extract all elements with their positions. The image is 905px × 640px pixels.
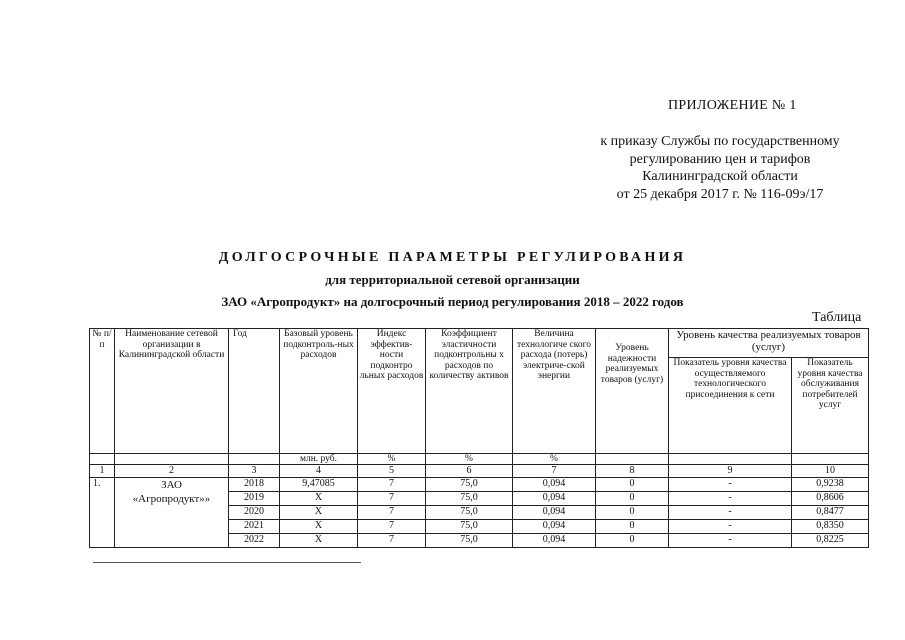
cell-reliability: 0 <box>596 478 669 492</box>
cell-quality-service: 0,8477 <box>792 506 869 520</box>
header-num: № п/п <box>90 329 115 454</box>
cell-index: 7 <box>358 506 426 520</box>
cell-loss: 0,094 <box>513 520 596 534</box>
header-base: Базовый уровень подконтроль-ных расходов <box>280 329 358 454</box>
cell-quality-connection: - <box>669 492 792 506</box>
document-subtitle-period: ЗАО «Агропродукт» на долгосрочный период регулирования 2018 – 2022 годов <box>221 294 684 309</box>
order-line: регулированию цен и тарифов <box>629 151 811 167</box>
cell-quality-connection: - <box>669 478 792 492</box>
header-name: Наименование сетевой организации в Калининградской области <box>115 329 229 454</box>
header-index: Индекс эффектив-ности подконтро льных расходов <box>358 329 426 454</box>
cell-coef: 75,0 <box>426 534 513 548</box>
cell-quality-connection: - <box>669 520 792 534</box>
header-reliability: Уровень надежности реализуемых товаров (услуг) <box>596 329 669 454</box>
unit-index: % <box>358 454 426 465</box>
cell-index: 7 <box>358 534 426 548</box>
footnote-divider <box>93 562 361 563</box>
header-quality: Уровень качества реализуемых товаров (услуг) <box>669 329 869 358</box>
cell-base: Х <box>280 506 358 520</box>
header-quality-service: Показатель уровня качества обслуживания потребителей услуг <box>792 358 869 454</box>
cell-base: Х <box>280 492 358 506</box>
header-loss: Величина технологиче ского расхода (потерь) электриче-ской энергии <box>513 329 596 454</box>
unit-base: млн. руб. <box>280 454 358 465</box>
col-number: 8 <box>596 465 669 478</box>
order-reference <box>560 133 880 203</box>
org-name: ЗАО «Агропродукт»» <box>115 478 229 548</box>
col-number: 10 <box>792 465 869 478</box>
cell-quality-service: 0,8350 <box>792 520 869 534</box>
cell-coef: 75,0 <box>426 478 513 492</box>
cell-quality-service: 0,8606 <box>792 492 869 506</box>
cell-index: 7 <box>358 492 426 506</box>
row-number: 1. <box>90 478 115 548</box>
cell-coef: 75,0 <box>426 520 513 534</box>
cell-quality-connection: - <box>669 506 792 520</box>
col-number: 1 <box>90 465 115 478</box>
col-number: 5 <box>358 465 426 478</box>
table-row <box>90 478 869 492</box>
order-line: к приказу Службы по государственному <box>600 134 840 149</box>
cell-coef: 75,0 <box>426 492 513 506</box>
cell-reliability: 0 <box>596 492 669 506</box>
col-number: 3 <box>229 465 280 478</box>
cell-coef: 75,0 <box>426 506 513 520</box>
document-title: ДОЛГОСРОЧНЫЕ ПАРАМЕТРЫ РЕГУЛИРОВАНИЯ <box>218 250 687 265</box>
cell-reliability: 0 <box>596 534 669 548</box>
cell-year: 2021 <box>229 520 280 534</box>
col-number: 2 <box>115 465 229 478</box>
unit-coef: % <box>426 454 513 465</box>
cell-year: 2019 <box>229 492 280 506</box>
col-number: 6 <box>426 465 513 478</box>
cell-loss: 0,094 <box>513 506 596 520</box>
cell-loss: 0,094 <box>513 478 596 492</box>
document-subtitle: для территориальной сетевой организации <box>325 272 580 287</box>
order-line: Калининградской области <box>642 169 798 184</box>
col-number: 9 <box>669 465 792 478</box>
cell-quality-service: 0,9238 <box>792 478 869 492</box>
cell-quality-service: 0,8225 <box>792 534 869 548</box>
cell-reliability: 0 <box>596 520 669 534</box>
unit-loss: % <box>513 454 596 465</box>
cell-index: 7 <box>358 520 426 534</box>
parameters-table <box>89 328 869 548</box>
col-number: 4 <box>280 465 358 478</box>
cell-base: 9,47085 <box>280 478 358 492</box>
cell-year: 2022 <box>229 534 280 548</box>
cell-loss: 0,094 <box>513 534 596 548</box>
cell-year: 2020 <box>229 506 280 520</box>
header-coef: Коэффициент эластичности подконтрольны х расходов по количеству активов <box>426 329 513 454</box>
col-number: 7 <box>513 465 596 478</box>
cell-loss: 0,094 <box>513 492 596 506</box>
order-line: от 25 декабря 2017 г. № 116-09э/17 <box>616 186 824 202</box>
cell-base: Х <box>280 520 358 534</box>
cell-quality-connection: - <box>669 534 792 548</box>
header-year: Год <box>229 329 280 454</box>
cell-base: Х <box>280 534 358 548</box>
appendix-label: ПРИЛОЖЕНИЕ № 1 <box>668 98 797 113</box>
table-label: Таблица <box>812 310 862 325</box>
cell-reliability: 0 <box>596 506 669 520</box>
cell-index: 7 <box>358 478 426 492</box>
cell-year: 2018 <box>229 478 280 492</box>
header-quality-connection: Показатель уровня качества осуществляемого технологического присоединения к сети <box>669 358 792 454</box>
